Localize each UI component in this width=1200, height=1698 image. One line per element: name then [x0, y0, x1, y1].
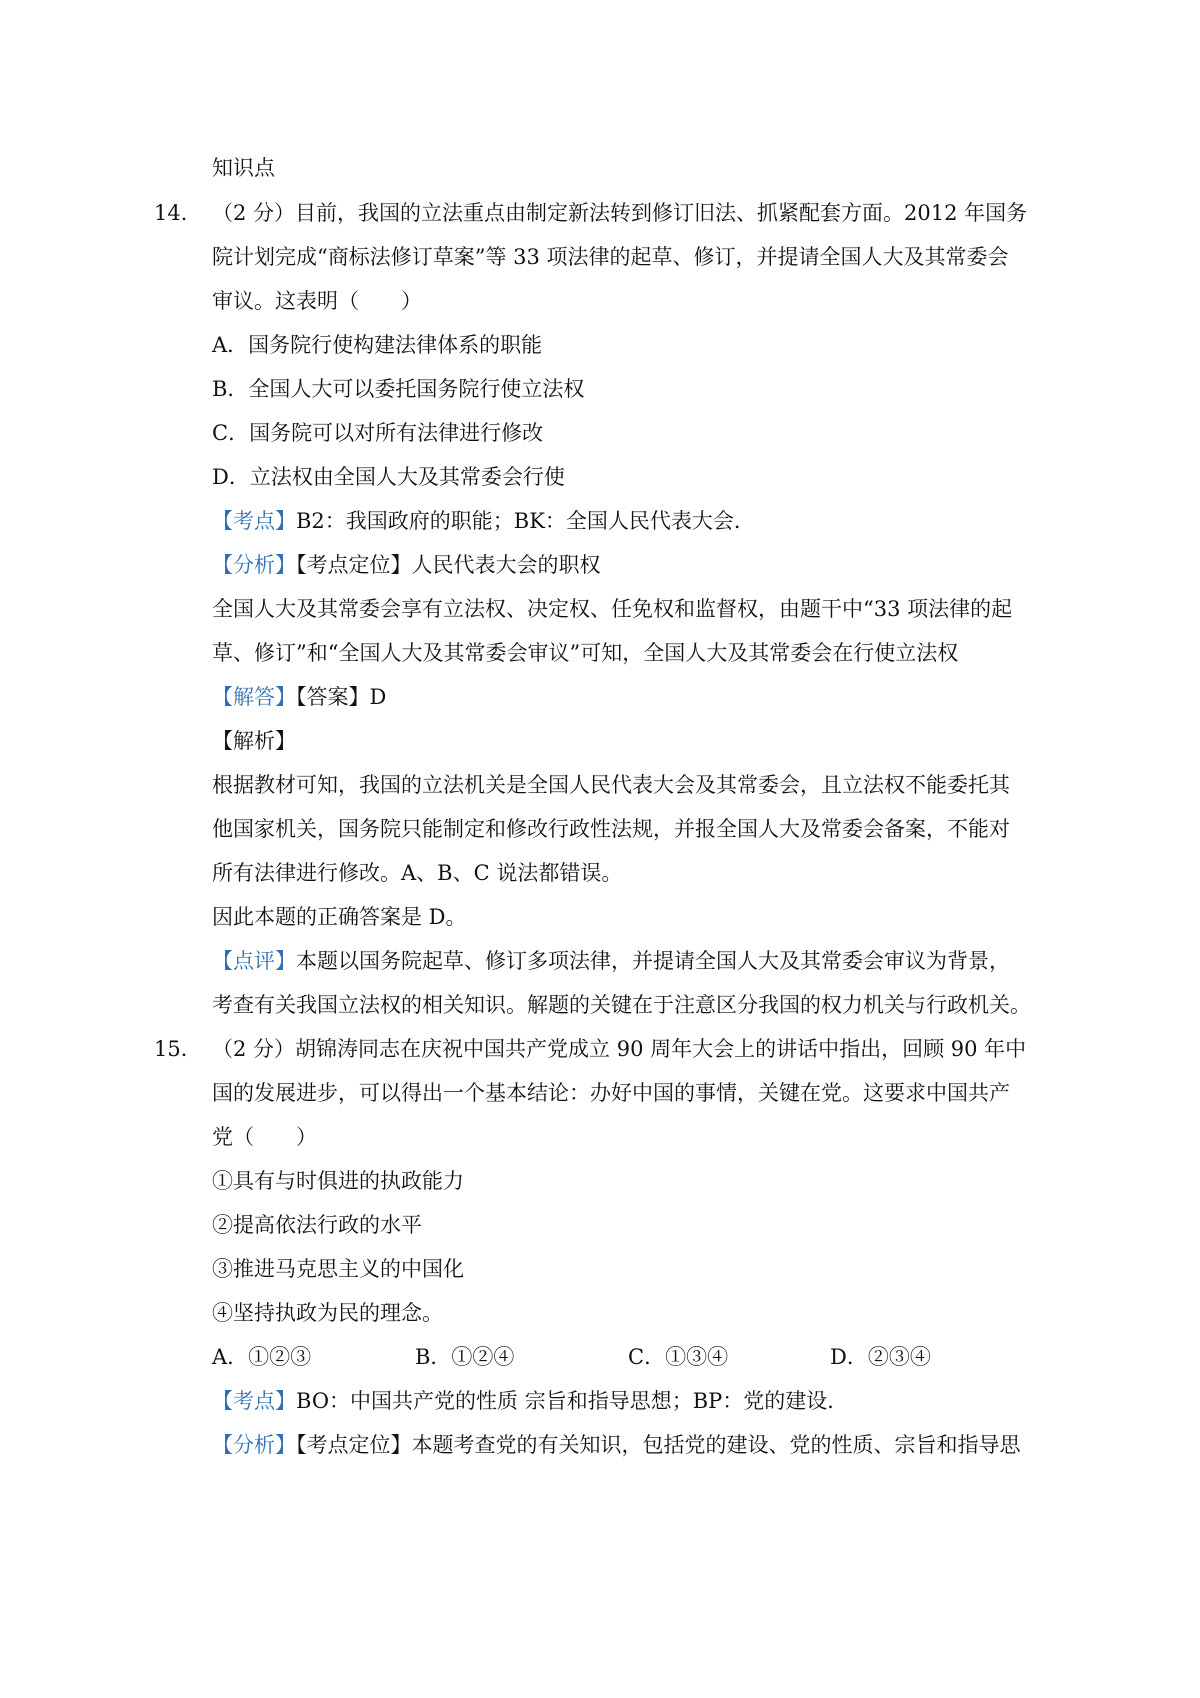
kaodian-tag: 【考点】 — [212, 509, 296, 533]
explanation-text: 他国家机关，国务院只能制定和修改行政性法规，并报全国人大及常委会备案，不能对 — [212, 817, 1010, 841]
question-stem: 党（ ） — [212, 1125, 317, 1149]
statement-4: ④坚持执政为民的理念。 — [212, 1301, 443, 1325]
fenxi-text: 【考点定位】人民代表大会的职权 — [296, 553, 601, 577]
option-a: A．国务院行使构建法律体系的职能 — [212, 333, 543, 357]
answer-text: 【答案】D — [296, 685, 387, 709]
kaodian-line — [212, 506, 755, 536]
question-stem: 审议。这表明（ ） — [212, 289, 422, 313]
statement-2: ②提高依法行政的水平 — [212, 1213, 422, 1237]
statement-3: ③推进马克思主义的中国化 — [212, 1257, 464, 1281]
kaodian-tag: 【考点】 — [212, 1389, 296, 1413]
option-d: D．立法权由全国人大及其常委会行使 — [212, 465, 565, 489]
option-c: C．①③④ — [628, 1345, 729, 1369]
fenxi-line — [212, 550, 601, 580]
question-stem: 国的发展进步，可以得出一个基本结论：办好中国的事情，关键在党。这要求中国共产 — [212, 1081, 1010, 1105]
question-stem: （2 分）目前，我国的立法重点由制定新法转到修订旧法、抓紧配套方面。2012 年国务 — [212, 201, 1028, 225]
explanation-text: 所有法律进行修改。A、B、C 说法都错误。 — [212, 861, 623, 885]
jieda-tag: 【解答】 — [212, 685, 296, 709]
option-c: C．国务院可以对所有法律进行修改 — [212, 421, 544, 445]
kaodian-line — [212, 1386, 848, 1416]
fenxi-tag: 【分析】 — [212, 1433, 296, 1457]
jiexi-heading: 【解析】 — [212, 729, 296, 753]
option-a: A．①②③ — [212, 1345, 312, 1369]
text-line: 知识点 — [212, 156, 275, 180]
option-b: B．①②④ — [415, 1345, 515, 1369]
dianping-line — [212, 946, 1010, 976]
dianping-tag: 【点评】 — [212, 949, 296, 973]
jieda-line — [212, 682, 386, 712]
comment-text: 本题以国务院起草、修订多项法律，并提请全国人大及其常委会审议为背景， — [296, 949, 1010, 973]
explanation-text: 因此本题的正确答案是 D。 — [212, 905, 467, 929]
fenxi-line — [212, 1430, 1021, 1460]
option-b: B．全国人大可以委托国务院行使立法权 — [212, 377, 585, 401]
question-stem: 院计划完成“商标法修订草案”等 33 项法律的起草、修订，并提请全国人大及其常委会 — [212, 245, 1009, 269]
kaodian-text: BO：中国共产党的性质 宗旨和指导思想；BP：党的建设． — [296, 1389, 849, 1413]
fenxi-tag: 【分析】 — [212, 553, 296, 577]
option-d: D．②③④ — [830, 1345, 931, 1369]
statement-1: ①具有与时俱进的执政能力 — [212, 1169, 464, 1193]
analysis-text: 全国人大及其常委会享有立法权、决定权、任免权和监督权，由题干中“33 项法律的起 — [212, 597, 1013, 621]
question-stem: （2 分）胡锦涛同志在庆祝中国共产党成立 90 周年大会上的讲话中指出，回顾 90 年中 — [212, 1037, 1027, 1061]
analysis-text: 草、修订”和“全国人大及其常委会审议”可知，全国人大及其常委会在行使立法权 — [212, 641, 959, 665]
kaodian-text: B2：我国政府的职能；BK：全国人民代表大会． — [296, 509, 755, 533]
comment-text: 考查有关我国立法权的相关知识。解题的关键在于注意区分我国的权力机关与行政机关。 — [212, 993, 1031, 1017]
question-number: 14． — [154, 201, 202, 225]
explanation-text: 根据教材可知，我国的立法机关是全国人民代表大会及其常委会，且立法权不能委托其 — [212, 773, 1010, 797]
question-number: 15． — [154, 1037, 202, 1061]
fenxi-text: 【考点定位】本题考查党的有关知识，包括党的建设、党的性质、宗旨和指导思 — [296, 1433, 1021, 1457]
